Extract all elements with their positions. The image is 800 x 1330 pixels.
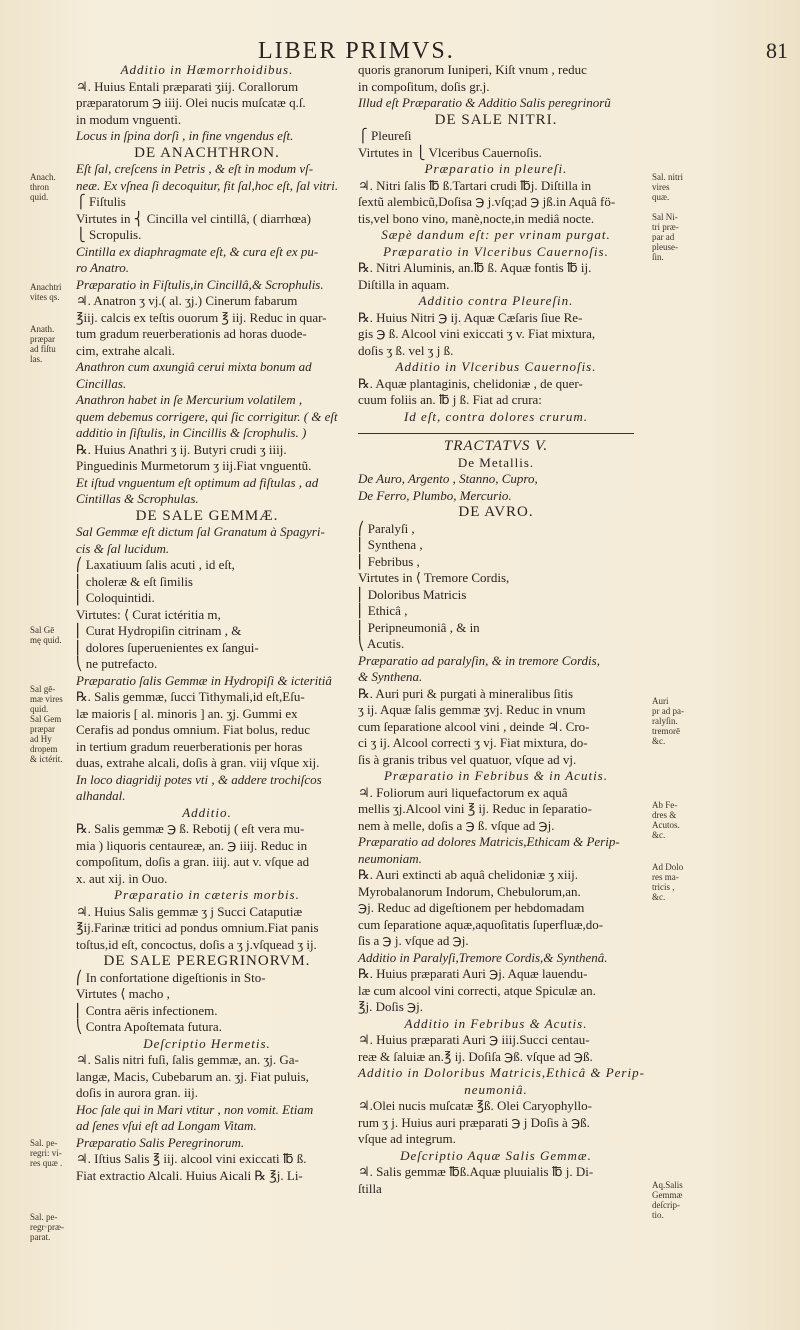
text-line: Anathron cum axungiâ cerui mixta bonum ad: [76, 359, 312, 374]
margin-note: Sal Ni- tri præ- par ad pleuse- ſin.: [652, 212, 679, 262]
text-line: Additio contra Pleureſin.: [418, 293, 574, 308]
text-line: Illud eſt Præparatio & Additio Salis peregrinorũ: [358, 95, 611, 110]
text-line: Additio in Hæmorrhoidibus.: [120, 62, 294, 77]
text-line: Deſcriptio Aquæ Salis Gemmæ.: [400, 1147, 592, 1163]
margin-note: Ab Fe- dres & Acutos. &c.: [652, 800, 680, 840]
text-line: Additio in Febribus & Acutis.: [404, 1015, 588, 1031]
text-line: ⎜ Ethicâ ,: [358, 603, 408, 618]
text-line: in compoſitum, doſis gr.j.: [358, 78, 490, 94]
text-line: toſtus,id eſt, concoctus, doſis a ʒ j.vſquead ʒ ij.: [76, 936, 317, 952]
text-line: Sal Gemmæ eſt dictum ſal Granatum à Spagyri-: [76, 524, 325, 539]
text-line: in tertium gradum reuerberationis per horas: [76, 738, 303, 754]
left-text-column: [76, 62, 338, 1184]
text-line: læ maioris [ al. minoris ] an. ʒj. Gummi ex: [76, 705, 298, 721]
text-line: ⎜ Contra aëris infectionem.: [76, 1002, 218, 1018]
text-line: ℞. Aquæ plantaginis, chelidoniæ , de quer-: [358, 375, 583, 391]
text-line: Additio in Paralyſi,Tremore Cordis,& Synthenâ.: [358, 949, 608, 965]
text-line: doſis in aurora gran. iij.: [76, 1085, 199, 1100]
text-line: DE SALE NITRI.: [434, 111, 558, 128]
text-line: duas, extrahe alcali, doſis à gran. viij vſque xij.: [76, 755, 320, 770]
text-line: DE SALE PEREGRINORVM.: [103, 953, 311, 969]
text-line: Deſcriptio Hermetis.: [143, 1035, 271, 1051]
text-line: Præparatio in Febribus & in Acutis.: [384, 768, 608, 783]
text-line: ⎜ Coloquintidi.: [76, 590, 155, 605]
text-line: ♃. Huius Salis gemmæ ʒ j Succi Cataputiæ: [76, 903, 303, 919]
text-line: Virtutes in ⟨ Tremore Cordis,: [358, 570, 510, 585]
text-line: Præparatio ad dolores Matricis,Ethicam & Perip-: [358, 834, 620, 849]
text-line: tis,vel bono vino, manè,nocte,in mediâ nocte.: [358, 210, 595, 226]
text-line: ⎜ dolores ſuperuenientes ex ſangui-: [76, 639, 259, 655]
text-line: De Auro, Argento , Stanno, Cupro,: [358, 471, 538, 486]
text-line: De Ferro, Plumbo, Mercurio.: [358, 487, 512, 503]
text-line: ⎧ Pleureſi: [358, 128, 412, 143]
text-line: DE AVRO.: [458, 504, 534, 520]
text-line: gis ℈ ß. Alcool vini exiccati ʒ v. Fiat mixtura,: [358, 326, 596, 341]
text-line: ℥ij.Farinæ tritici ad pondus omnium.Fiat panis: [76, 920, 319, 935]
text-line: ci ʒ ij. Alcool correcti ʒ vj. Fiat mixtura, do-: [358, 735, 588, 750]
text-line: ⎩ Scropulis.: [76, 227, 142, 242]
running-title: LIBER PRIMVS.: [258, 38, 455, 64]
text-line: vſque ad integrum.: [358, 1131, 456, 1146]
text-line: ⎛ Laxatiuum ſalis acuti , id eſt,: [76, 557, 235, 572]
text-line: ⎛ In confortatione digeſtionis in Sto-: [76, 969, 266, 985]
text-line: ℞. Huius Anathri ʒ ij. Butyri crudi ʒ iiij.: [76, 441, 287, 457]
text-line: ⎛ Paralyſi ,: [358, 520, 415, 536]
margin-note: Anachtri vites qs.: [30, 282, 62, 302]
text-line: ⎜ choleræ & eſt ſimilis: [76, 573, 193, 589]
text-line: Virtutes ⟨ macho ,: [76, 986, 170, 1001]
text-line: nem à melle, doſis a ℈ ß. vſque ad ℈j.: [358, 817, 555, 833]
text-line: Additio.: [182, 804, 232, 820]
text-line: Hoc ſale qui in Mari vtitur , non vomit. Etiam: [76, 1101, 314, 1117]
text-line: doſis ʒ ß. vel ʒ j ß.: [358, 342, 454, 358]
margin-note: Auri pr ad pa- ralyſin. tremorē &c.: [652, 696, 684, 746]
text-line: ad ſenes vſui eſt ad Longam Vitam.: [76, 1118, 257, 1133]
text-line: Virtutes in ⎩ Vlceribus Cauernoſis.: [358, 144, 542, 160]
text-line: mia ) liquoris centaureæ, an. ℈ iiij. Reduc in: [76, 837, 308, 853]
text-line: ʒ ij. Aquæ ſalis gemmæ ʒvj. Reduc in vnum: [358, 702, 586, 717]
text-line: ro Anatro.: [76, 260, 129, 275]
text-line: præparatorum ℈ iiij. Olei nucis muſcatæ q.ſ.: [76, 95, 306, 110]
section-rule: [358, 433, 634, 434]
text-line: cuum foliis an. ℔ j ß. Fiat ad crura:: [358, 392, 542, 407]
text-line: ℞. Huius Nitri ℈ ij. Aquæ Cæſaris ſiue Re-: [358, 309, 583, 325]
text-line: quoris granorum Iuniperi, Kiſt vnum , reduc: [358, 62, 587, 77]
text-line: Pinguedinis Murmetorum ʒ iij.Fiat vnguentũ.: [76, 458, 312, 473]
text-line: Præparatio in cæteris morbis.: [114, 887, 300, 902]
text-line: TRACTATVS V.: [443, 438, 549, 454]
text-line: cis & ſal lucidum.: [76, 540, 170, 556]
text-line: Eſt ſal, creſcens in Petris , & eſt in modum vſ-: [76, 161, 314, 176]
text-line: Virtutes in ⎨ Cincilla vel cintillâ, ( diarrhœa): [76, 210, 311, 226]
text-line: langæ, Macis, Cubebarum an. ʒj. Fiat puluis,: [76, 1068, 309, 1084]
margin-note: Ad Dolo res ma- tricis , &c.: [652, 862, 684, 902]
text-line: ℞. Salis gemmæ, ſucci Tithymali,id eſt,Eſu-: [76, 689, 305, 704]
margin-note: Anach. thron quid.: [30, 172, 56, 202]
text-line: Anathron habet in ſe Mercurium volatilem ,: [76, 392, 303, 407]
text-line: In loco diagridij potes vti , & addere trochiſcos: [76, 771, 322, 787]
text-line: ♃. Salis nitri fuſi, ſalis gemmæ, an. ʒj. Ga-: [76, 1052, 299, 1067]
text-line: ℞. Auri extincti ab aquâ chelidoniæ ʒ xiij.: [358, 867, 578, 882]
text-line: ♃. Salis gemmæ ℔ß.Aquæ pluuialis ℔ j. Di-: [358, 1164, 594, 1179]
text-line: ♃. Foliorum auri liquefactorum ex aquâ: [358, 784, 568, 800]
text-line: reæ & ſaluiæ an.℥ ij. Doſiſa ℈ß. vſque ad ℈ß.: [358, 1048, 593, 1064]
text-line: ſis à granis tribus vel quatuor, vſque ad vj.: [358, 751, 577, 767]
text-line: tum gradum reuerberationis ad horas duode-: [76, 326, 307, 341]
right-text-column: [358, 62, 645, 1197]
text-line: ſtilla: [358, 1180, 382, 1196]
text-line: ſis a ℈ j. vſque ad ℈j.: [358, 933, 469, 948]
page-number: 81: [766, 38, 788, 63]
text-line: alhandal.: [76, 788, 126, 803]
text-line: ⎝ Acutis.: [358, 636, 405, 651]
text-line: ⎜ Synthena ,: [358, 537, 423, 552]
text-line: ♃.Olei nucis muſcatæ ℥ß. Olei Caryophyllo-: [358, 1098, 592, 1113]
text-line: neumoniâ.: [464, 1081, 528, 1097]
margin-note: Sal Gē mę quid.: [30, 625, 62, 645]
text-line: ⎜ Curat Hydropiſin citrinam , &: [76, 623, 242, 638]
margin-note: Anath. præpar ad fiſtu las.: [30, 324, 56, 364]
text-line: ♃. Iſtius Salis ℥ iij. alcool vini exiccati ℔ ß.: [76, 1151, 307, 1166]
text-line: Præparatio in Vlceribus Cauernoſis.: [383, 243, 609, 259]
text-line: ♃. Nitri ſalis ℔ ß.Tartari crudi ℔j. Diſtilla in: [358, 177, 592, 193]
text-line: Præparatio in Fiſtulis,in Cincillâ,& Scrophulis.: [76, 276, 324, 292]
text-line: compoſitum, doſis a gran. iiij. aut v. vſque ad: [76, 854, 310, 869]
text-line: ⎧ Fiſtulis: [76, 194, 126, 209]
text-line: ℈j. Reduc ad digeſtionem per hebdomadam: [358, 900, 585, 915]
text-line: Præparatio Salis Peregrinorum.: [76, 1134, 245, 1150]
text-line: cum ſeparatione alcool vini , deinde ♃. Cro-: [358, 718, 590, 734]
text-line: Cintilla ex diaphragmate eſt, & cura eſt ex pu-: [76, 243, 319, 259]
text-line: Præparatio in pleureſi.: [424, 161, 568, 176]
text-line: Myrobalanorum Indorum, Chebulorum,an.: [358, 883, 581, 899]
text-line: Cintillas & Scrophulas.: [76, 491, 199, 506]
text-line: Præparatio ſalis Gemmæ in Hydropiſi & icteritiâ: [76, 672, 332, 688]
text-line: De Metallis.: [457, 454, 535, 470]
text-line: Virtutes: ⟨ Curat ictéritia m,: [76, 606, 221, 622]
text-line: Additio in Vlceribus Cauernoſis.: [395, 359, 597, 374]
text-line: Locus in ſpina dorſi , in fine vngendus eſt.: [76, 128, 294, 143]
text-line: neumoniam.: [358, 850, 422, 866]
text-line: ♃. Huius Entali præparati ʒiij. Corallorum: [76, 78, 299, 94]
text-line: ⎜ Febribus ,: [358, 553, 420, 569]
text-line: ⎝ Contra Apoſtemata futura.: [76, 1019, 222, 1034]
text-line: ℥j. Doſis ℈j.: [358, 999, 423, 1014]
text-line: ♃. Huius præparati Auri ℈ iiij.Succi centau-: [358, 1032, 590, 1047]
text-line: quem debemus corrigere, qui ſic corrigitur. ( & eſt: [76, 408, 338, 424]
text-line: additio in ſiſtulis, in Cincillis & ſcrophulis. ): [76, 425, 307, 440]
margin-note: Aq.Salis Gemmæ deſcrip- tio.: [652, 1180, 683, 1220]
text-line: DE ANACHTHRON.: [134, 144, 280, 161]
text-line: Fiat extractio Alcali. Huius Aicali ℞ ℥j. Li-: [76, 1167, 303, 1183]
text-line: Diſtilla in aquam.: [358, 276, 450, 292]
text-line: Id eſt, contra dolores crurum.: [403, 408, 589, 424]
text-line: ℞. Nitri Aluminis, an.℔ ß. Aquæ fontis ℔ ij.: [358, 260, 592, 275]
text-line: Cerafis ad pondus omnium. Fiat bolus, reduc: [76, 722, 310, 737]
text-line: x. aut xij. in Ouo.: [76, 870, 168, 886]
text-line: Additio in Doloribus Matricis,Ethicâ & Perip-: [358, 1065, 645, 1080]
text-line: ℞. Huius præparati Auri ℈j. Aquæ lauendu-: [358, 966, 588, 981]
margin-note: Sal. nitri vires quæ.: [652, 172, 683, 202]
text-line: ⎜ Peripneumoniâ , & in: [358, 619, 480, 635]
text-line: cim, extrahe alcali.: [76, 342, 175, 358]
text-line: Præparatio ad paralyſin, & in tremore Cordis,: [358, 652, 600, 668]
text-line: ⎜ Doloribus Matricis: [358, 586, 467, 602]
text-line: ⎝ ne putrefacto.: [76, 656, 158, 671]
text-line: neæ. Ex vſnea ſi decoquitur, fit ſal,hoc eſt, ſal vitri.: [76, 177, 339, 193]
text-line: Et iſtud vnguentum eſt optimum ad fiſtulas , ad: [76, 474, 319, 490]
text-line: Sæpè dandum eſt: per vrinam purgat.: [381, 227, 611, 242]
text-line: ℥iij. calcis ex teſtis ouorum ℥ iij. Reduc in quar-: [76, 309, 327, 325]
text-line: ſextũ alembicũ,Doſisa ℈ j.vſq;ad ℈ jß.in Aquâ fö-: [358, 194, 616, 209]
text-line: ℞. Salis gemmæ ℈ ß. Rebotij ( eſt vera mu-: [76, 821, 305, 836]
margin-note: Sal gē- mæ vires quid. Sal Gem præpar ad Hy dropem & ictérit.: [30, 684, 63, 764]
text-line: læ cum alcool vini correcti, atque Spiculæ an.: [358, 982, 596, 998]
margin-note: Sal. pe- regr·præ- parat.: [30, 1212, 64, 1242]
text-line: ℞. Auri puri & purgati à mineralibus ſitis: [358, 685, 574, 701]
text-line: Cincillas.: [76, 375, 127, 391]
text-line: DE SALE GEMMÆ.: [135, 507, 279, 524]
text-line: rum ʒ j. Huius auri præparati ℈ j Doſis à ℈ß.: [358, 1114, 590, 1130]
text-line: cum ſeparatione aquæ,aquoſitatis ſuperfluæ,do-: [358, 916, 604, 932]
text-line: mellis ʒj.Alcool vini ℥ ij. Reduc in ſeparatio-: [358, 801, 592, 816]
text-line: ♃. Anatron ʒ vj.( al. ʒj.) Cinerum fabarum: [76, 293, 298, 308]
text-line: in modum vnguenti.: [76, 111, 182, 127]
margin-note: Sal. pe- regri: vi- res quæ .: [30, 1138, 63, 1168]
text-line: & Synthena.: [358, 669, 423, 684]
